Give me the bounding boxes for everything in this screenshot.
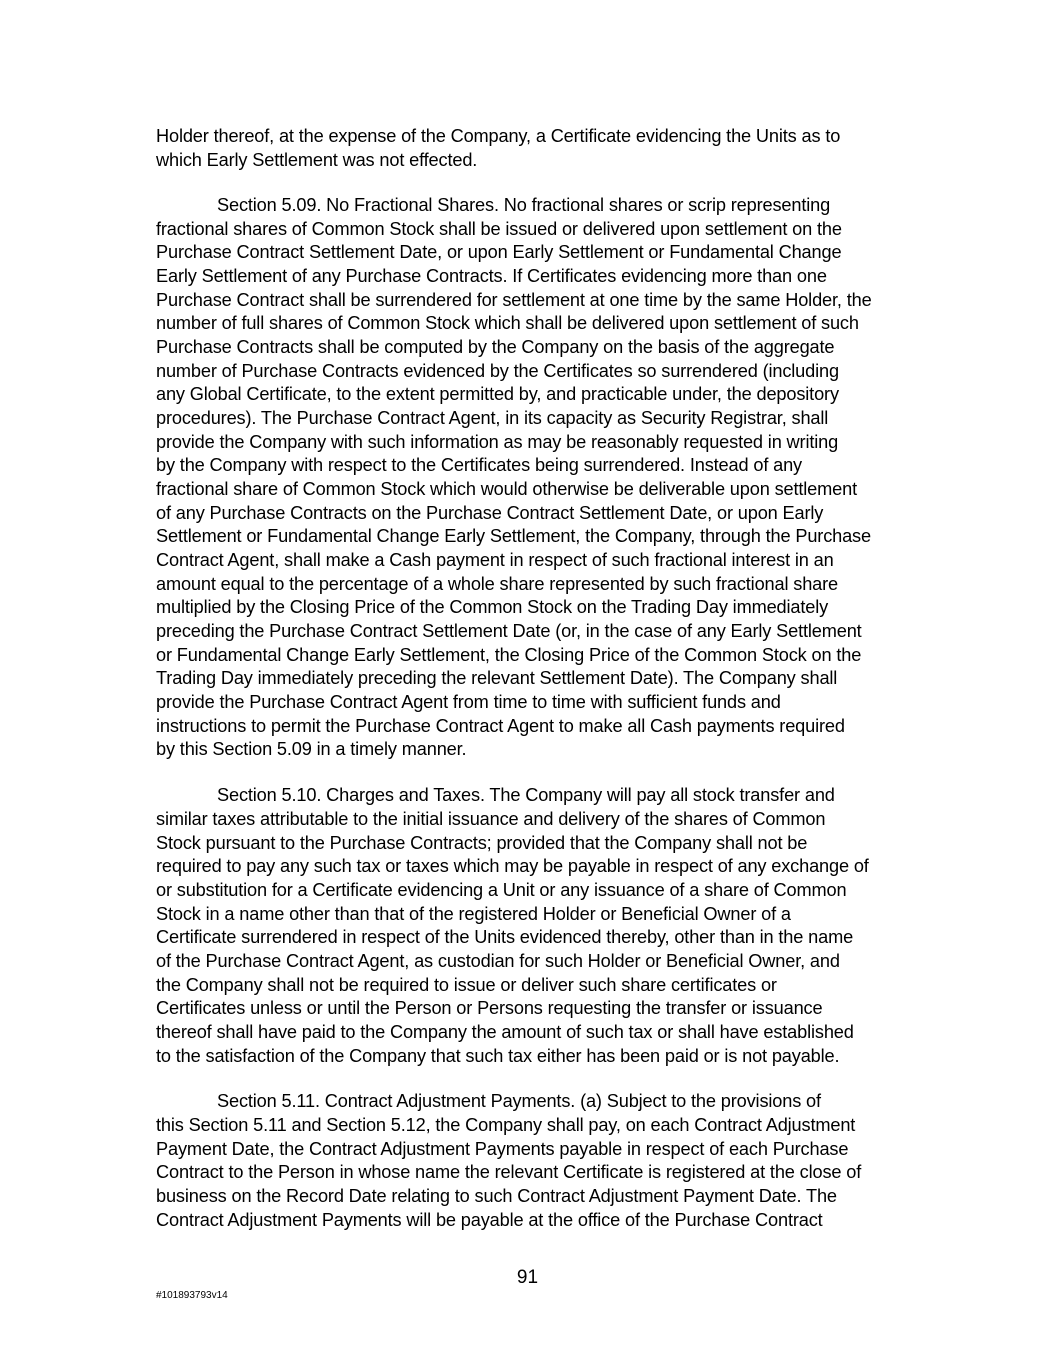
text-line: amount equal to the percentage of a whole share represented by such fractional share	[156, 574, 838, 594]
text-line: number of Purchase Contracts evidenced by the Certificates so surrendered (including	[156, 361, 839, 381]
text-line: Settlement or Fundamental Change Early Settlement, the Company, through the Purchase	[156, 526, 871, 546]
text-line: Contract Adjustment Payments will be payable at the office of the Purchase Contract	[156, 1210, 823, 1230]
text-line: any Global Certificate, to the extent permitted by, and practicable under, the depository	[156, 384, 839, 404]
text-line: or Fundamental Change Early Settlement, the Closing Price of the Common Stock on the	[156, 645, 862, 665]
text-line: instructions to permit the Purchase Contract Agent to make all Cash payments required	[156, 716, 845, 736]
document-id: #101893793v14	[156, 1290, 228, 1301]
text-line: fractional share of Common Stock which would otherwise be deliverable upon settlement	[156, 479, 857, 499]
text-line: similar taxes attributable to the initial issuance and delivery of the shares of Common	[156, 809, 826, 829]
text-line: Certificate surrendered in respect of the Units evidenced thereby, other than in the name	[156, 927, 854, 947]
text-line: Payment Date, the Contract Adjustment Payments payable in respect of each Purchase	[156, 1139, 849, 1159]
text-line: number of full shares of Common Stock which shall be delivered upon settlement of such	[156, 313, 859, 333]
text-line: thereof shall have paid to the Company the amount of such tax or shall have established	[156, 1022, 854, 1042]
text-line: this Section 5.11 and Section 5.12, the Company shall pay, on each Contract Adjustment	[156, 1115, 856, 1135]
text-line: business on the Record Date relating to such Contract Adjustment Payment Date. The	[156, 1186, 837, 1206]
section-heading-line: Section 5.09. No Fractional Shares. No fractional shares or scrip representing	[217, 195, 831, 215]
text-line: preceding the Purchase Contract Settlement Date (or, in the case of any Early Settlement	[156, 621, 862, 641]
text-line: Early Settlement of any Purchase Contracts. If Certificates evidencing more than one	[156, 266, 827, 286]
text-line: Trading Day immediately preceding the relevant Settlement Date). The Company shall	[156, 668, 838, 688]
text-line: Contract Agent, shall make a Cash payment in respect of such fractional interest in an	[156, 550, 834, 570]
text-line: Stock pursuant to the Purchase Contracts; provided that the Company shall not be	[156, 833, 808, 853]
text-line: the Company shall not be required to issue or deliver such share certificates or	[156, 975, 777, 995]
text-line: multiplied by the Closing Price of the Common Stock on the Trading Day immediately	[156, 597, 829, 617]
text-line: Certificates unless or until the Person or Persons requesting the transfer or issuance	[156, 998, 823, 1018]
text-line: Purchase Contracts shall be computed by the Company on the basis of the aggregate	[156, 337, 835, 357]
text-line: Holder thereof, at the expense of the Company, a Certificate evidencing the Units as to	[156, 126, 841, 146]
text-line: by the Company with respect to the Certificates being surrendered. Instead of any	[156, 455, 802, 475]
text-line: by this Section 5.09 in a timely manner.	[156, 739, 467, 759]
text-line: which Early Settlement was not effected.	[156, 150, 478, 170]
text-line: Purchase Contract shall be surrendered for settlement at one time by the same Holder, the	[156, 290, 872, 310]
text-line: procedures). The Purchase Contract Agent, in its capacity as Security Registrar, shall	[156, 408, 829, 428]
text-line: to the satisfaction of the Company that such tax either has been paid or is not payable.	[156, 1046, 840, 1066]
text-line: provide the Company with such information as may be reasonably requested in writing	[156, 432, 839, 452]
page-number: 91	[516, 1267, 539, 1288]
text-line: required to pay any such tax or taxes which may be payable in respect of any exchange of	[156, 856, 869, 876]
text-line: or substitution for a Certificate evidencing a Unit or any issuance of a share of Common	[156, 880, 847, 900]
section-heading-line: Section 5.10. Charges and Taxes. The Company will pay all stock transfer and	[217, 785, 835, 805]
text-line: of the Purchase Contract Agent, as custodian for such Holder or Beneficial Owner, and	[156, 951, 840, 971]
text-line: Stock in a name other than that of the registered Holder or Beneficial Owner of a	[156, 904, 791, 924]
section-heading-line: Section 5.11. Contract Adjustment Payments. (a) Subject to the provisions of	[217, 1091, 821, 1111]
text-line: fractional shares of Common Stock shall be issued or delivered upon settlement on the	[156, 219, 842, 239]
text-line: of any Purchase Contracts on the Purchase Contract Settlement Date, or upon Early	[156, 503, 824, 523]
text-line: Purchase Contract Settlement Date, or upon Early Settlement or Fundamental Change	[156, 242, 842, 262]
text-line: Contract to the Person in whose name the relevant Certificate is registered at the close of	[156, 1162, 862, 1182]
text-line: provide the Purchase Contract Agent from time to time with sufficient funds and	[156, 692, 781, 712]
